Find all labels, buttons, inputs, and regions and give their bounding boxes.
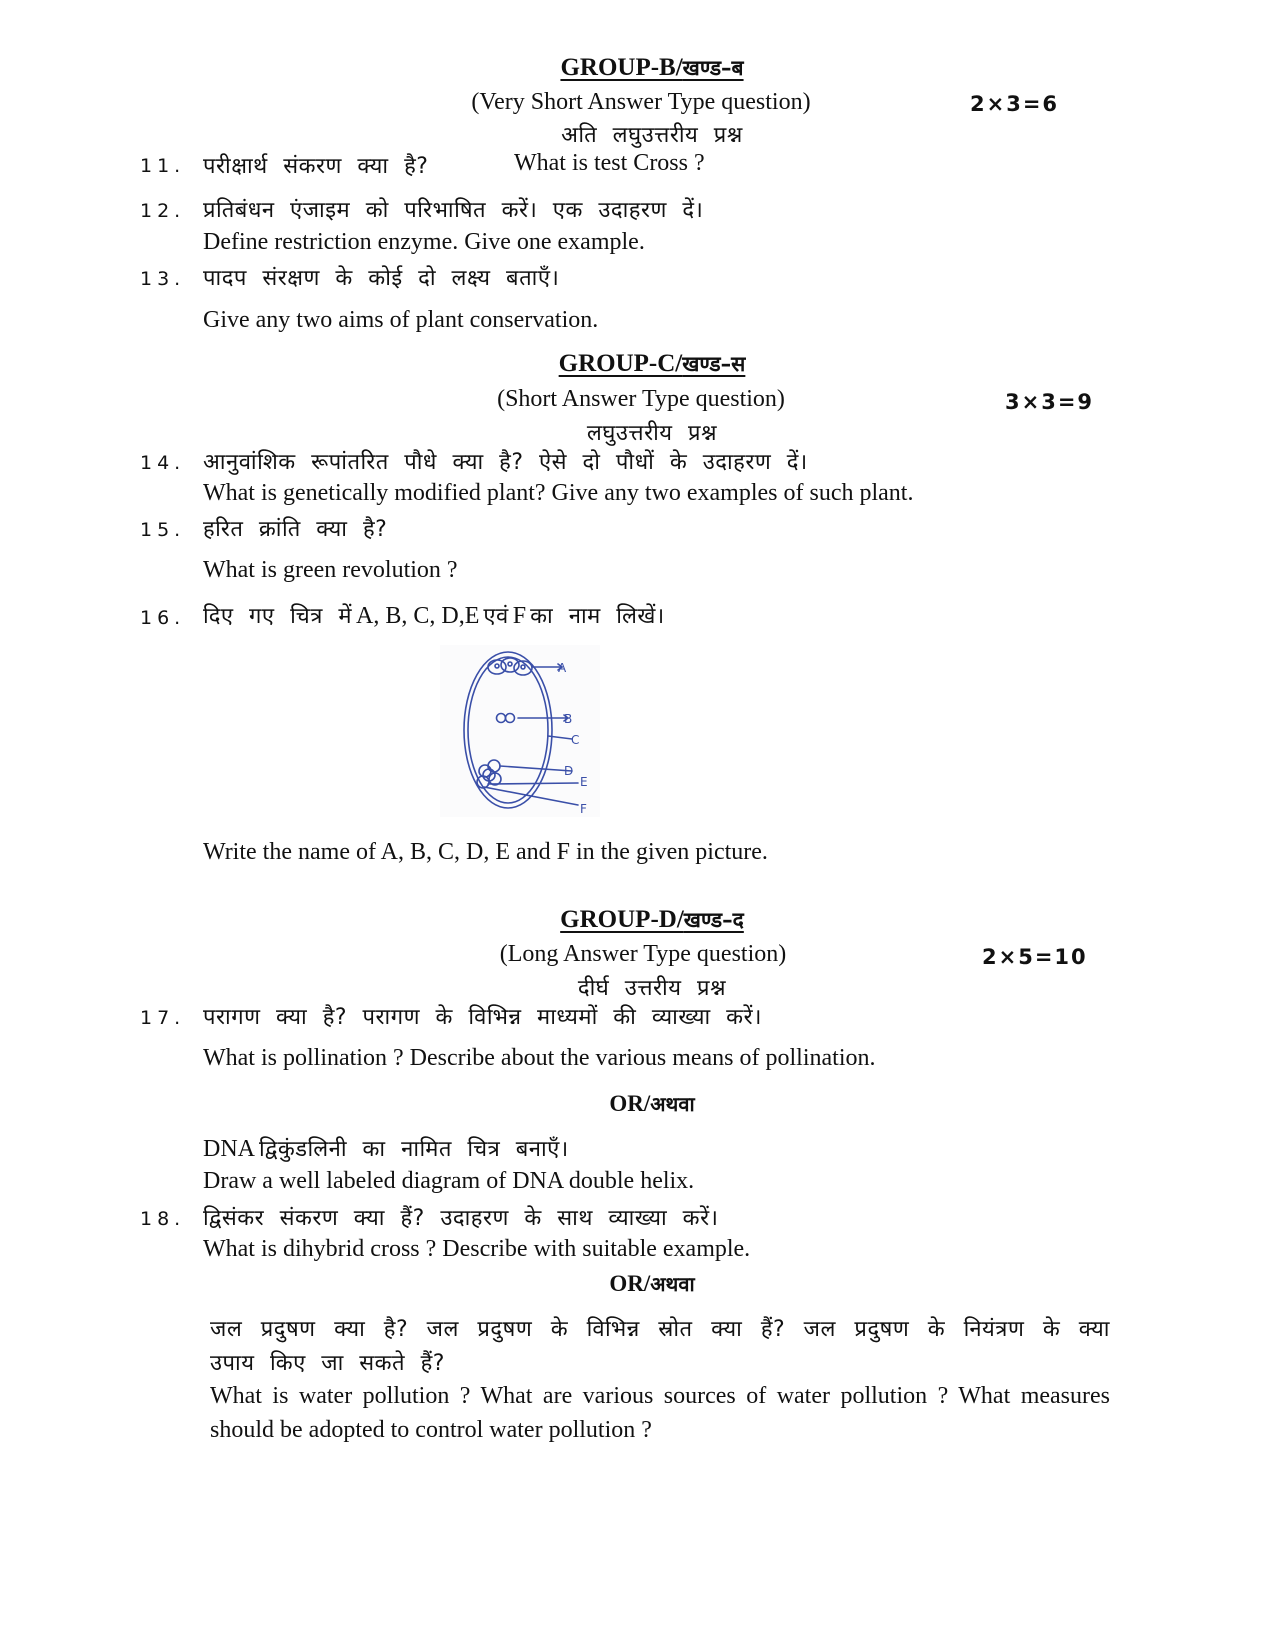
q17-or-label: OR/अथवा bbox=[609, 1091, 695, 1116]
q16-text-en: Write the name of A, B, C, D, E and F in the given picture. bbox=[203, 839, 768, 865]
group-c-title: GROUP-C/खण्ड–स bbox=[558, 350, 746, 377]
diagram-label-a: A bbox=[558, 661, 567, 675]
diagram-label-d: D bbox=[564, 764, 574, 778]
q18-alt-text-hi: जल प्रदुषण क्या है? जल प्रदुषण के विभिन्न स्रोत क्या हैं? जल प्रदुषण के नियंत्रण के क्या उपाय किए जा सकते हैं? bbox=[210, 1317, 1110, 1376]
group-d-title: GROUP-D/खण्ड–द bbox=[560, 906, 744, 933]
q17-alt-text-hi: DNA द्विकुंडलिनी का नामित चित्र बनाएँ। bbox=[203, 1136, 569, 1162]
q17-text-hi: परागण क्या है? परागण के विभिन्न माध्यमों की व्याख्या करें। bbox=[203, 1005, 762, 1030]
q16-number: 16. bbox=[140, 607, 186, 629]
embryo-sac-diagram bbox=[440, 645, 600, 817]
group-d-marks: 2×5=10 bbox=[982, 945, 1088, 969]
group-d-type-hi: दीर्घ उत्तरीय प्रश्न bbox=[577, 976, 727, 1001]
group-c-marks: 3×3=9 bbox=[1005, 390, 1095, 414]
q14-text-en: What is genetically modified plant? Give any two examples of such plant. bbox=[203, 480, 914, 506]
diagram-label-f: F bbox=[580, 802, 587, 816]
diagram-label-c: C bbox=[571, 733, 580, 747]
group-b-type-en: (Very Short Answer Type question) bbox=[471, 89, 811, 115]
q18-text-hi: द्विसंकर संकरण क्या हैं? उदाहरण के साथ व्याख्या करें। bbox=[203, 1206, 719, 1231]
group-d-type-en: (Long Answer Type question) bbox=[499, 941, 787, 967]
q12-number: 12. bbox=[140, 200, 186, 222]
q13-text-en: Give any two aims of plant conservation. bbox=[203, 307, 599, 333]
q17-text-en: What is pollination ? Describe about the various means of pollination. bbox=[203, 1045, 876, 1071]
diagram-label-b: B bbox=[564, 712, 573, 726]
q13-text-hi: पादप संरक्षण के कोई दो लक्ष्य बताएँ। bbox=[203, 266, 560, 291]
q15-text-hi: हरित क्रांति क्या है? bbox=[203, 517, 388, 542]
q14-text-hi: आनुवांशिक रूपांतरित पौधे क्या है? ऐसे दो पौधों के उदाहरण दें। bbox=[203, 450, 808, 475]
q18-number: 18. bbox=[140, 1208, 186, 1230]
q17-alt-text-en: Draw a well labeled diagram of DNA double helix. bbox=[203, 1168, 695, 1194]
group-b-type-hi: अति लघुउत्तरीय प्रश्न bbox=[561, 123, 743, 148]
q11-text-hi: परीक्षार्थ संकरण क्या है? bbox=[203, 154, 429, 179]
q11-text-en: What is test Cross ? bbox=[514, 150, 705, 176]
q15-number: 15. bbox=[140, 519, 186, 541]
q17-number: 17. bbox=[140, 1007, 186, 1029]
q16-text-line: दिए गए चित्र में A, B, C, D,E एवं F का नाम लिखें। bbox=[203, 603, 665, 629]
q18-alt-text-en: What is water pollution ? What are various sources of water pollution ? What measures should be adopted to control water pollution ? bbox=[210, 1383, 1110, 1443]
q12-text-hi: प्रतिबंधन एंजाइम को परिभाषित करें। एक उदाहरण दें। bbox=[203, 198, 704, 223]
group-b-marks: 2×3=6 bbox=[970, 92, 1060, 116]
group-c-type-hi: लघुउत्तरीय प्रश्न bbox=[586, 421, 718, 446]
q11-number: 11. bbox=[140, 155, 186, 177]
q18-text-en: What is dihybrid cross ? Describe with suitable example. bbox=[203, 1236, 751, 1262]
q13-number: 13. bbox=[140, 268, 186, 290]
group-b-title: GROUP-B/खण्ड–ब bbox=[560, 54, 744, 81]
diagram-label-e: E bbox=[580, 775, 588, 789]
q12-text-en: Define restriction enzyme. Give one example. bbox=[203, 229, 645, 255]
q14-number: 14. bbox=[140, 452, 186, 474]
group-c-type-en: (Short Answer Type question) bbox=[497, 386, 785, 412]
q15-text-en: What is green revolution ? bbox=[203, 557, 458, 583]
q18-or-label: OR/अथवा bbox=[609, 1271, 695, 1296]
